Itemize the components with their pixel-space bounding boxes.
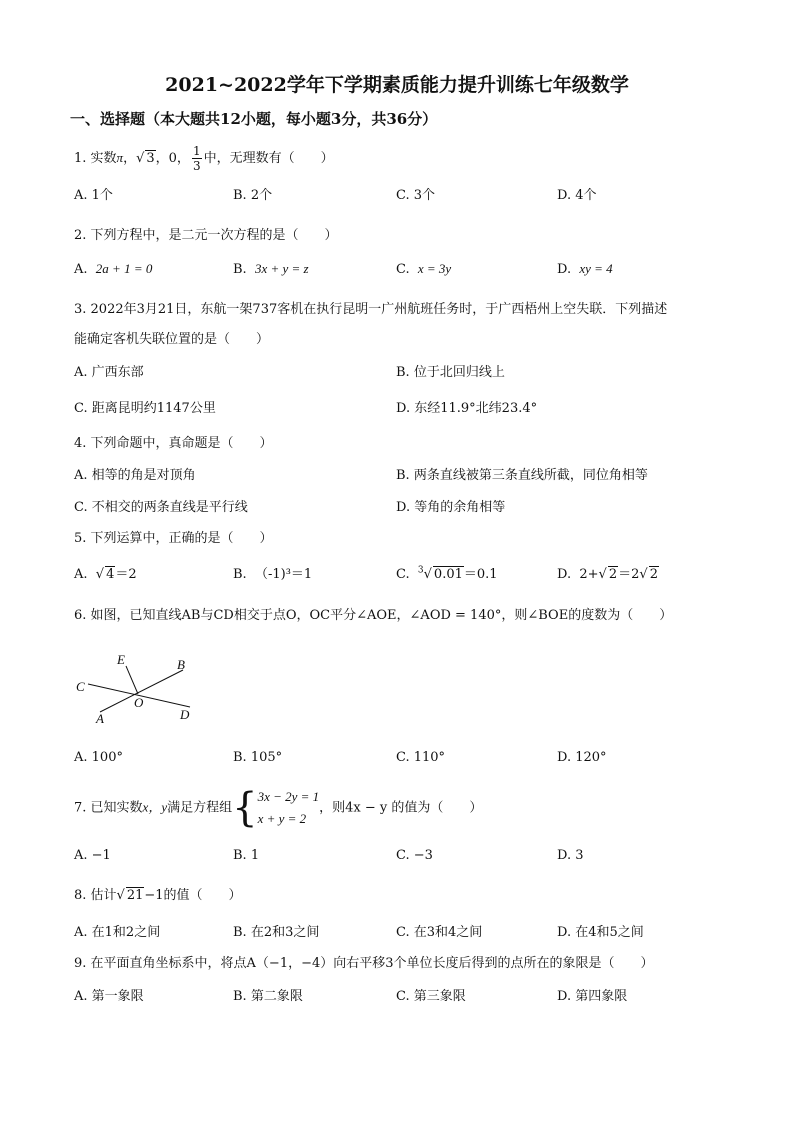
q8-radicand: 21: [126, 888, 144, 903]
q2-option-b-label: B.: [233, 262, 247, 277]
q1-option-d[interactable]: D. 4个: [557, 188, 597, 203]
q5-option-b-label: B.: [233, 567, 247, 582]
q7-option-b[interactable]: B. 1: [233, 848, 260, 863]
q5-option-a[interactable]: A. √ 4＝2: [74, 567, 137, 582]
q9-option-a[interactable]: A. 第一象限: [74, 989, 144, 1004]
label-o: O: [134, 695, 144, 710]
q5-option-a-rest: ＝2: [115, 567, 137, 582]
label-e: E: [117, 652, 125, 667]
q4-option-b[interactable]: B. 两条直线被第三条直线所截，同位角相等: [396, 468, 648, 483]
q5-option-c-radicand: 0.01: [433, 567, 463, 582]
q3-option-a[interactable]: A. 广西东部: [74, 365, 144, 380]
question-8-stem: 8. 估计√ 21−1的值（ ）: [74, 888, 242, 903]
q7-system: [258, 786, 320, 830]
q1-sep1: ，: [123, 151, 137, 166]
q1-prefix: 1. 实数: [74, 151, 117, 166]
q6-option-c[interactable]: C. 110°: [396, 750, 446, 765]
q6-figure: [70, 650, 210, 730]
q8-option-b[interactable]: B. 在2和3之间: [233, 925, 320, 940]
q1-sep2: ，0，: [155, 151, 190, 166]
q2-option-d-label: D.: [557, 262, 572, 277]
q8-option-d[interactable]: D. 在4和5之间: [557, 925, 644, 940]
q2-option-b[interactable]: [233, 261, 309, 277]
q3-option-b[interactable]: B. 位于北回归线上: [396, 365, 505, 380]
q2-option-c-expr: x = 3y: [417, 261, 452, 276]
question-2-stem: 2. 下列方程中，是二元一次方程的是（ ）: [74, 228, 338, 243]
q5-option-d-pre: 2+: [579, 567, 599, 582]
q2-option-c[interactable]: [396, 261, 451, 277]
q5-option-c[interactable]: C. $^3$√ 0.01＝0.1: [396, 565, 498, 582]
q7-option-c[interactable]: C. −3: [396, 848, 433, 863]
q7-option-a[interactable]: A. −1: [74, 848, 111, 863]
q5-option-a-label: A.: [74, 567, 88, 582]
question-7-stem: [74, 786, 482, 830]
q1-option-c[interactable]: C. 3个: [396, 188, 436, 203]
q4-option-a[interactable]: A. 相等的角是对顶角: [74, 468, 196, 483]
q5-option-b-expr: （-1)³＝1: [254, 567, 313, 582]
q5-option-d-mid: ＝2: [618, 567, 640, 582]
q5-option-d-radicand: 2: [608, 567, 618, 582]
q5-option-d-label: D.: [557, 567, 572, 582]
q7-mid: 满足方程组: [167, 800, 233, 816]
q2-option-a-expr: 2a + 1 = 0: [95, 261, 153, 276]
q7-eq1: 3x − 2y = 1: [257, 789, 320, 804]
question-6-stem: 6. 如图，已知直线AB与CD相交于点O，OC平分∠AOE，∠AOD = 140°，则∠BOE的度数为（ ）: [74, 608, 673, 623]
ray-oe: [126, 666, 138, 694]
q5-option-a-radicand: 4: [106, 567, 115, 582]
q9-option-d[interactable]: D. 第四象限: [557, 989, 628, 1004]
q9-option-b[interactable]: B. 第二象限: [233, 989, 303, 1004]
q7-brace: {: [232, 785, 258, 831]
q2-option-a[interactable]: [74, 261, 152, 277]
question-9-stem: 9. 在平面直角坐标系中，将点A（−1，−4）向右平移3个单位长度后得到的点所在的象限是（ ）: [74, 956, 654, 971]
section-heading: 一、选择题（本大题共12小题，每小题3分，共36分）: [70, 110, 438, 128]
q7-prefix: 7. 已知实数: [74, 800, 143, 816]
question-1-stem: 1. 实数π，√ 3，0， $\frac{1}{3}$ 中，无理数有（ ）: [74, 144, 334, 173]
q2-option-b-expr: 3x + y = z: [254, 261, 309, 276]
page-title: 2021~2022学年下学期素质能力提升训练七年级数学: [165, 74, 629, 96]
q5-option-b[interactable]: [233, 563, 312, 582]
q4-option-d[interactable]: D. 等角的余角相等: [396, 500, 506, 515]
q1-sqrt3: 3: [146, 151, 155, 166]
q1-pi: π: [116, 150, 124, 165]
q1-option-b[interactable]: B. 2个: [233, 188, 273, 203]
q1-option-a[interactable]: A. 1个: [74, 188, 113, 203]
question-4-stem: 4. 下列命题中，真命题是（ ）: [74, 436, 273, 451]
q5-option-c-label: C.: [396, 567, 410, 582]
q6-option-b[interactable]: B. 105°: [233, 750, 283, 765]
q7-vars: x，y: [142, 799, 168, 815]
q3-option-d[interactable]: D. 东经11.9°北纬23.4°: [396, 401, 538, 416]
q7-option-d[interactable]: D. 3: [557, 848, 584, 863]
question-3-stem-line1: 3. 2022年3月21日，东航一架737客机在执行昆明一广州航班任务时，于广西梧州上空失联．下列描述: [74, 302, 668, 317]
label-d: D: [180, 707, 190, 722]
question-3-stem-line2: 能确定客机失联位置的是（ ）: [74, 332, 270, 347]
q5-option-c-rest: ＝0.1: [463, 567, 498, 582]
q8-option-a[interactable]: A. 在1和2之间: [74, 925, 161, 940]
q8-suffix: −1的值（ ）: [144, 888, 242, 903]
q1-fraction: [192, 144, 202, 173]
q1-fraction-num: 1: [192, 144, 201, 158]
q6-option-d[interactable]: D. 120°: [557, 750, 607, 765]
q5-option-c-index: 3: [417, 565, 424, 576]
q3-option-c[interactable]: C. 距离昆明约1147公里: [74, 401, 216, 416]
label-a: A: [96, 711, 104, 726]
q1-fraction-den: 3: [192, 159, 201, 173]
label-c: C: [76, 679, 85, 694]
q8-option-c[interactable]: C. 在3和4之间: [396, 925, 483, 940]
q2-option-d-expr: xy = 4: [579, 261, 613, 276]
q1-suffix: 中，无理数有（ ）: [203, 151, 334, 166]
q6-option-a[interactable]: A. 100°: [74, 750, 123, 765]
q5-option-d[interactable]: D. 2+√ 2＝2√ 2: [557, 567, 658, 582]
q2-option-c-label: C.: [396, 262, 410, 277]
q7-suffix: ，则4x − y 的值为（ ）: [319, 800, 483, 816]
q4-option-c[interactable]: C. 不相交的两条直线是平行线: [74, 500, 248, 515]
q8-prefix: 8. 估计: [74, 888, 117, 903]
q5-option-d-radicand2: 2: [649, 567, 658, 582]
q2-option-d[interactable]: [557, 261, 613, 277]
q9-option-c[interactable]: C. 第三象限: [396, 989, 466, 1004]
q7-eq2: x + y = 2: [257, 811, 307, 826]
q2-option-a-label: A.: [74, 262, 88, 277]
label-b: B: [177, 657, 185, 672]
question-5-stem: 5. 下列运算中，正确的是（ ）: [74, 531, 273, 546]
